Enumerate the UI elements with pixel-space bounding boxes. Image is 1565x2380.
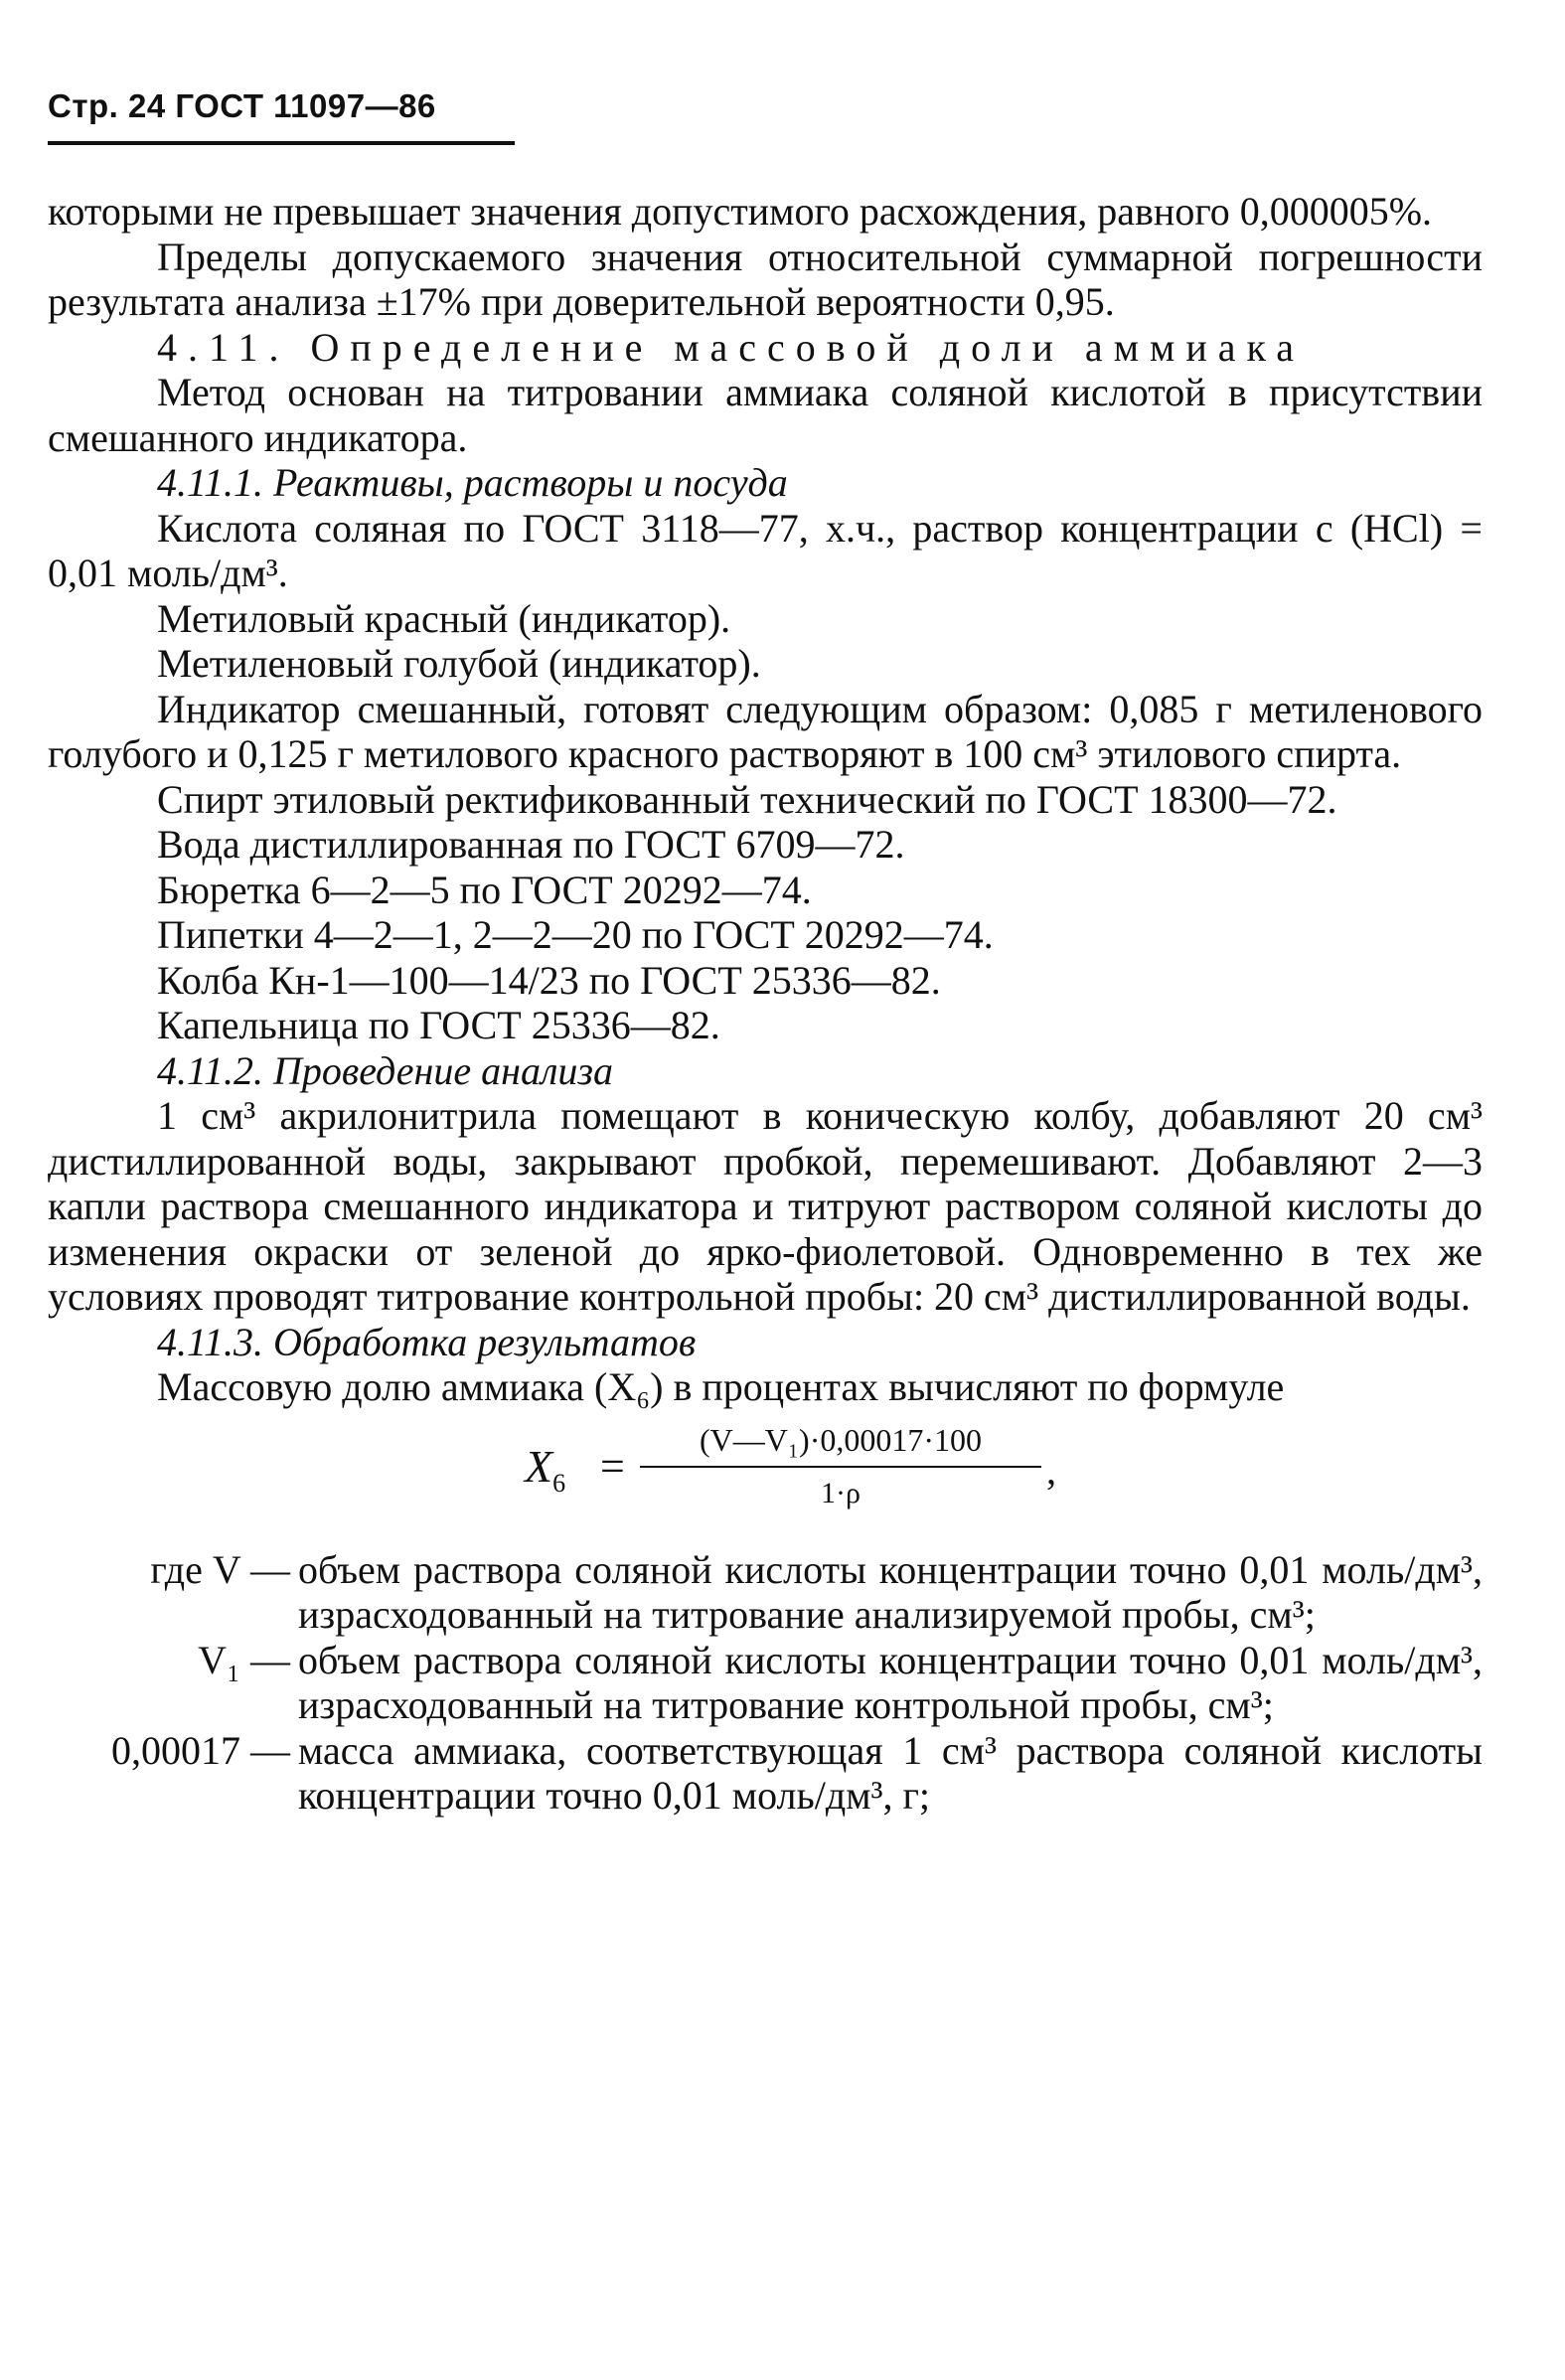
document-body: [48, 189, 1483, 1819]
paragraph: Вода дистиллированная по ГОСТ 6709—72.: [157, 822, 905, 867]
definition-text: объем раствора соляной кислоты концентрации точно 0,01 моль/дм³, израсходованный на титрование контрольной пробы, см³;: [298, 1637, 1483, 1727]
formula-lhs: $X_6$: [525, 1440, 566, 1498]
paragraph: Колба Кн-1—100—14/23 по ГОСТ 25336—82.: [157, 957, 941, 1003]
paragraph: Пипетки 4—2—1, 2—2—20 по ГОСТ 20292—74.: [157, 912, 994, 957]
formula-equals: =: [600, 1441, 625, 1491]
fraction-bar: [640, 1466, 1041, 1468]
subsection-heading: 4.11.3. Обработка результатов: [157, 1319, 697, 1364]
paragraph: 1 см³ акрилонитрила помещают в коническую колбу, добавляют 20 см³ дистиллированной воды, закрывают пробкой, перемешивают. Добавляют 2—3 капли раствора смешанного индикатора и титруют раствором соляной кислоты до изменения окраски от зеленой до ярко-фиолетовой. Одновременно в тех же условиях проводят титрование контрольной пробы: 20 см³ дистиллированной воды.: [48, 1093, 1483, 1319]
paragraph: Кислота соляная по ГОСТ 3118—77, х.ч., раствор концентрации c (HCl) = 0,01 моль/дм³.: [48, 505, 1483, 595]
paragraph: Метиленовый голубой (индикатор).: [157, 641, 761, 686]
paragraph: Массовую долю аммиака (X₆) в процентах вычисляют по формуле: [157, 1364, 1285, 1409]
paragraph: Бюретка 6—2—5 по ГОСТ 20292—74.: [157, 867, 812, 912]
paragraph: Спирт этиловый ректификованный технический по ГОСТ 18300—72.: [157, 776, 1337, 822]
formula-denominator: 1·ρ: [821, 1476, 861, 1509]
definition-symbol: где V —: [150, 1546, 290, 1592]
formula-numerator: (V—V₁)·0,00017·100: [700, 1421, 982, 1458]
definition-item: [48, 1638, 1483, 1728]
paragraph: Индикатор смешанный, готовят следующим образом: 0,085 г метиленового голубого и 0,125 г метилового красного растворяют в 100 см³ этилового спирта.: [48, 686, 1483, 776]
page-header: Стр. 24 ГОСТ 11097—86: [48, 87, 436, 124]
formula: [48, 1420, 1483, 1539]
definition-item: [48, 1728, 1483, 1819]
formula-lhs-subscript: 6: [552, 1468, 566, 1498]
section-heading: 4.11. Определение массовой доли аммиака: [157, 324, 1306, 370]
paragraph: которыми не превышает значения допустимого расхождения, равного 0,000005%.: [48, 189, 1433, 234]
definition-item: [48, 1547, 1483, 1638]
definitions-list: [48, 1547, 1483, 1819]
paragraph: Метиловый красный (индикатор).: [157, 595, 731, 641]
subsection-heading: 4.11.1. Реактивы, растворы и посуда: [157, 460, 788, 505]
header-rule: [48, 141, 515, 145]
definition-symbol: 0,00017 —: [111, 1727, 290, 1773]
definition-text: масса аммиака, соответствующая 1 см³ раствора соляной кислоты концентрации точно 0,01 моль/дм³, г;: [298, 1727, 1483, 1818]
paragraph: Капельница по ГОСТ 25336—82.: [157, 1003, 720, 1047]
formula-fraction: [640, 1420, 1041, 1511]
formula-comma: ,: [1046, 1447, 1056, 1493]
definition-symbol: V₁ —: [198, 1637, 290, 1682]
subsection-heading: 4.11.2. Проведение анализа: [157, 1047, 614, 1093]
definition-text: объем раствора соляной кислоты концентрации точно 0,01 моль/дм³, израсходованный на титрование анализируемой пробы, см³;: [298, 1546, 1483, 1637]
paragraph: Пределы допускаемого значения относительной суммарной погрешности результата анализа ±17% при доверительной вероятности 0,95.: [48, 234, 1483, 324]
paragraph: Метод основан на титровании аммиака соляной кислотой в присутствии смешанного индикатора.: [48, 370, 1483, 460]
